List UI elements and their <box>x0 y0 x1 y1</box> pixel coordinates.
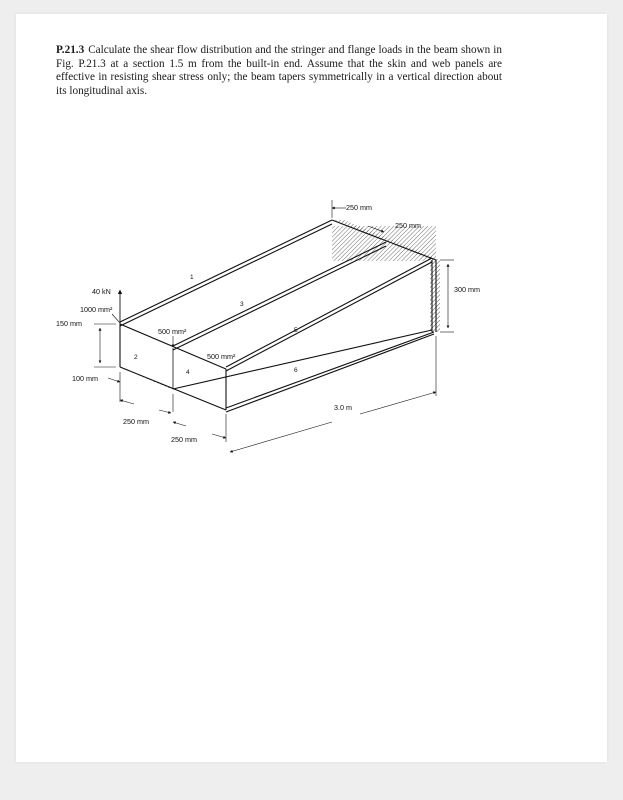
stringer-area-label-b: 500 mm² <box>207 352 236 361</box>
node-label-6: 6 <box>294 367 298 374</box>
node-label-1: 1 <box>190 274 194 281</box>
hidden-lines <box>120 367 173 389</box>
flange-area-leader <box>112 314 120 323</box>
node-label-3: 3 <box>240 301 244 308</box>
stringer-area-label-a: 500 mm² <box>158 327 187 336</box>
tip-width-label-a: 250 mm <box>123 417 149 426</box>
document-page <box>16 14 607 762</box>
length-dimension <box>230 336 436 452</box>
root-height-dimension <box>440 260 454 332</box>
length-label: 3.0 m <box>334 403 352 412</box>
node-label-2: 2 <box>134 354 138 361</box>
root-width-label-a: 250 mm <box>346 203 372 212</box>
tip-small-dim-arrow <box>108 378 120 382</box>
tip-height-label: 150 mm <box>56 319 82 328</box>
beam-figure <box>16 14 607 762</box>
problem-text: Calculate the shear flow distribution and the stringer and flange loads in the beam shown in Fig. P.21.3 at a section 1.5 m from the built-in end. Assume that the skin and web panels are effective in resisting shear stress only; the beam tapers symmetrically in a vertical direction about its longitudinal axis. <box>56 44 502 97</box>
load-label: 40 kN <box>92 287 111 296</box>
tip-height-dimension <box>94 324 116 367</box>
node-label-5: 5 <box>294 327 298 334</box>
tip-width-label-b: 250 mm <box>171 435 197 444</box>
root-height-label: 300 mm <box>454 285 480 294</box>
tip-small-dim-label: 100 mm <box>72 374 98 383</box>
problem-number: P.21.3 <box>56 44 85 56</box>
flange-area-label: 1000 mm² <box>80 305 113 314</box>
root-width-label-b: 250 mm <box>395 221 421 230</box>
node-label-4: 4 <box>186 369 190 376</box>
